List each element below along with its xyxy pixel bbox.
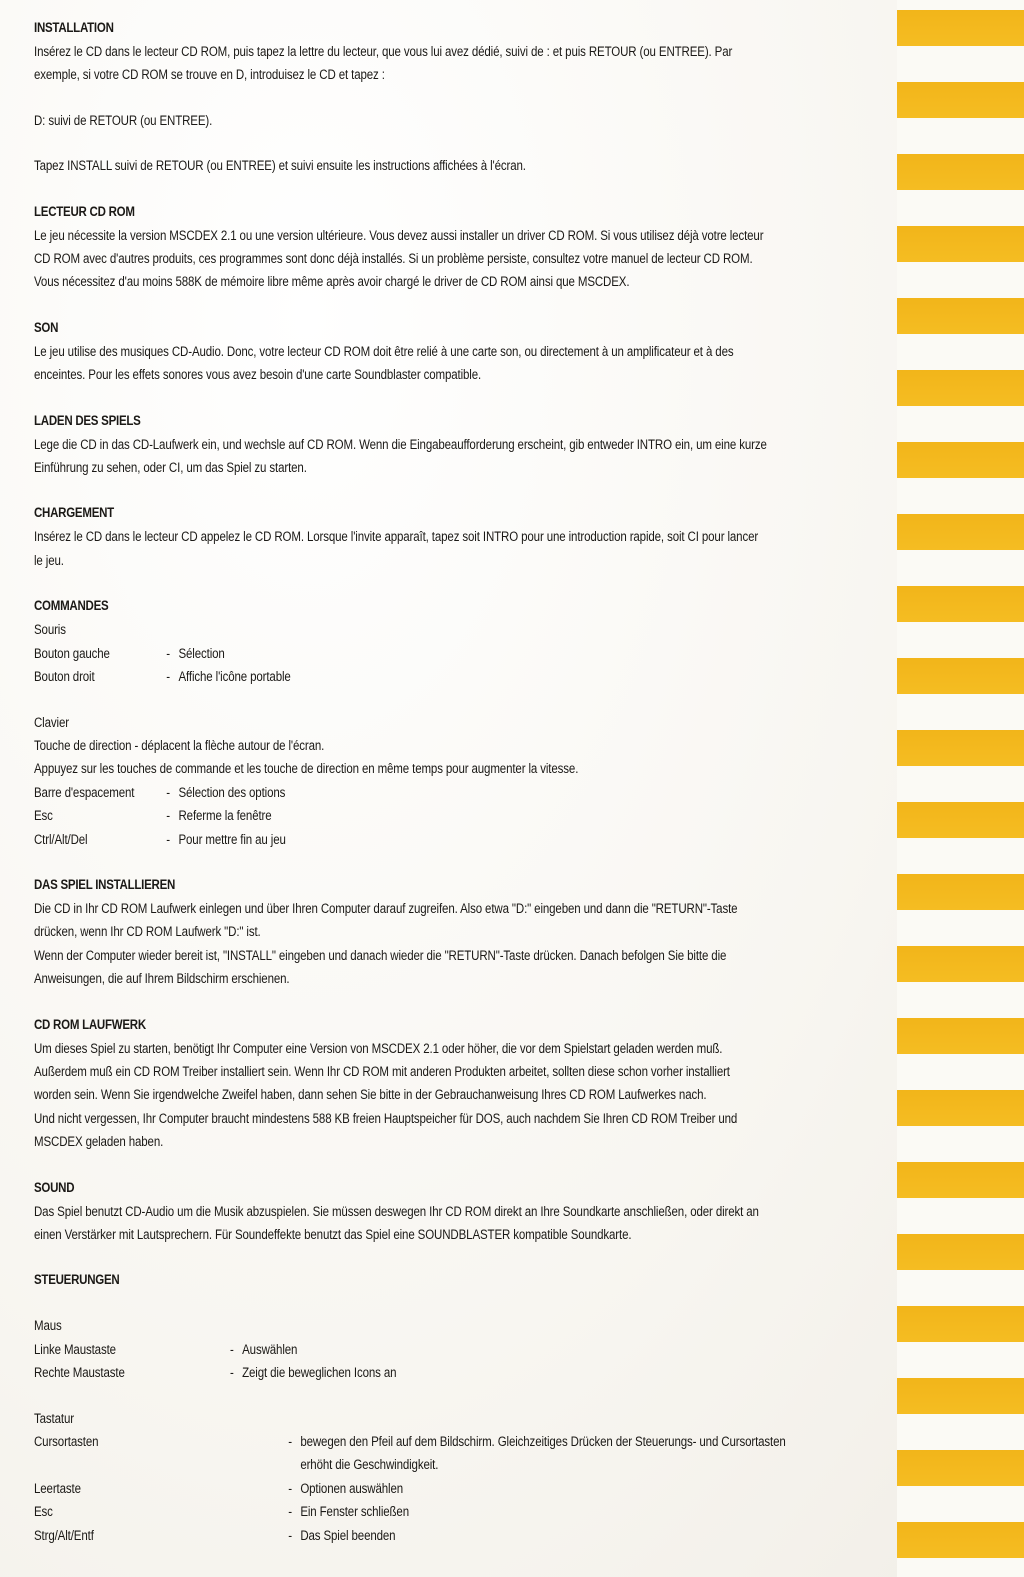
section-steuerungen — [34, 1268, 892, 1547]
paragraph: Die CD in Ihr CD ROM Laufwerk einlegen und über Ihren Computer darauf zugreifen. Also etwa "D:" eingeben und dann die "RETURN"-Taste — [34, 900, 738, 916]
control-row: Rechte Maustaste - Zeigt die beweglichen Icons an — [34, 1365, 397, 1381]
section-laden — [34, 409, 892, 480]
heading-steuerungen: STEUERUNGEN — [34, 1272, 120, 1288]
section-installation — [34, 16, 892, 178]
paragraph: Vous nécessitez d'au moins 588K de mémoire libre même après avoir chargé le driver de CD ROM ainsi que MSCDEX. — [34, 274, 630, 290]
control-row: Esc - Referme la fenêtre — [34, 808, 272, 824]
subheading: Clavier — [34, 714, 69, 730]
paragraph: Das Spiel benutzt CD-Audio um die Musik abzuspielen. Sie müssen deswegen Ihr CD ROM direkt an Ihre Soundkarte anschließen, oder direkt an — [34, 1203, 759, 1219]
paragraph: worden sein. Wenn Sie irgendwelche Zweifel haben, dann sehen Sie bitte in der Gebrauchanweisung Ihres CD ROM Laufwerkes nach. — [34, 1087, 707, 1103]
heading-lecteur: LECTEUR CD ROM — [34, 203, 135, 219]
paragraph: enceintes. Pour les effets sonores vous avez besoin d'une carte Soundblaster compatible. — [34, 367, 482, 383]
section-lecteur — [34, 200, 892, 294]
paragraph: Wenn der Computer wieder bereit ist, "INSTALL" eingeben und danach wieder die "RETURN"-Taste drücken. Danach befolgen Sie bitte die — [34, 947, 727, 963]
control-row: Bouton droit - Affiche l'icône portable — [34, 669, 291, 685]
control-row: Barre d'espacement - Sélection des options — [34, 784, 286, 800]
control-row: Strg/Alt/Entf - Das Spiel beenden — [34, 1527, 396, 1543]
section-sound — [34, 1176, 892, 1247]
heading-installation: INSTALLATION — [34, 20, 114, 35]
control-row: Bouton gauche - Sélection — [34, 645, 225, 661]
paragraph: Um dieses Spiel zu starten, benötigt Ihr Computer eine Version von MSCDEX 2.1 oder höher, die vor dem Spielstart geladen werden muß. — [34, 1040, 723, 1056]
paragraph: Lege die CD in das CD-Laufwerk ein, und wechsle auf CD ROM. Wenn die Eingabeaufforderung erscheint, gib entweder INTRO ein, um eine kurze — [34, 436, 767, 452]
paragraph: drücken, wenn Ihr CD ROM Laufwerk "D:" ist. — [34, 924, 261, 940]
paragraph: Touche de direction - déplacent la flèche autour de l'écran. — [34, 737, 325, 753]
heading-son: SON — [34, 319, 59, 335]
paragraph: Appuyez sur les touches de commande et les touche de direction en même temps pour augmenter la vitesse. — [34, 761, 579, 777]
heading-sound: SOUND — [34, 1179, 75, 1195]
paragraph: Einführung zu sehen, oder CI, um das Spiel zu starten. — [34, 460, 307, 476]
control-row: Leertaste - Optionen auswählen — [34, 1480, 404, 1496]
paragraph: Le jeu nécessite la version MSCDEX 2.1 ou une version ultérieure. Vous devez aussi installer un driver CD ROM. Si vous utilisez déjà votre lecteur — [34, 227, 764, 243]
paragraph: Und nicht vergessen, Ihr Computer braucht mindestens 588 KB freien Hauptspeicher für DOS, auch nachdem Sie Ihren CD ROM Treiber und — [34, 1110, 738, 1126]
control-row: Cursortasten - bewegen den Pfeil auf dem Bildschirm. Gleichzeitiges Drücken der Steuerungs- und Cursortasten — [34, 1434, 786, 1450]
heading-chargement: CHARGEMENT — [34, 505, 114, 521]
paragraph: D: suivi de RETOUR (ou ENTREE). — [34, 112, 213, 128]
subheading: Tastatur — [34, 1410, 74, 1426]
paragraph: CD ROM avec d'autres produits, ces programmes sont donc déjà installés. Si un problème persiste, consultez votre manuel de lecteur CD ROM. — [34, 251, 753, 267]
heading-commandes: COMMANDES — [34, 598, 109, 614]
subheading: Souris — [34, 622, 66, 638]
paragraph: Tapez INSTALL suivi de RETOUR (ou ENTREE) et suivi ensuite les instructions affichées à l'écran. — [34, 158, 526, 174]
control-row: erhöht die Geschwindigkeit. — [300, 1457, 439, 1473]
heading-laden: LADEN DES SPIELS — [34, 412, 141, 428]
section-commandes — [34, 594, 892, 851]
heading-installieren: DAS SPIEL INSTALLIEREN — [34, 876, 176, 892]
paragraph: Le jeu utilise des musiques CD-Audio. Donc, votre lecteur CD ROM doit être relié à une carte son, ou directement à un amplificateur et à des — [34, 343, 734, 359]
heading-laufwerk: CD ROM LAUFWERK — [34, 1016, 146, 1032]
control-row: Ctrl/Alt/Del - Pour mettre fin au jeu — [34, 831, 286, 847]
paragraph: einen Verstärker mit Lautsprechern. Für Soundeffekte benutzt das Spiel eine SOUNDBLASTER kompatible Soundkarte. — [34, 1227, 632, 1242]
paragraph: Insérez le CD dans le lecteur CD ROM, puis tapez la lettre du lecteur, que vous lui avez dédié, suivi de : et puis RETOUR (ou ENTREE). Par — [34, 44, 733, 59]
manual-text — [34, 16, 892, 1569]
section-chargement — [34, 501, 892, 572]
section-son — [34, 316, 892, 387]
control-row: Esc - Ein Fenster schließen — [34, 1504, 409, 1520]
paragraph: Insérez le CD dans le lecteur CD appelez le CD ROM. Lorsque l'invite apparaît, tapez soit INTRO pour une introduction rapide, soit CI pour lancer — [34, 529, 759, 545]
paragraph: Außerdem muß ein CD ROM Treiber installiert sein. Wenn Ihr CD ROM mit anderen Produkten arbeitet, sollten diese schon vorher installiert — [34, 1063, 730, 1079]
section-installieren — [34, 873, 892, 991]
paragraph: le jeu. — [34, 552, 64, 568]
yellow-stripe-border — [897, 0, 1024, 1577]
control-row: Linke Maustaste - Auswählen — [34, 1341, 298, 1357]
paragraph: exemple, si votre CD ROM se trouve en D, introduisez le CD et tapez : — [34, 67, 385, 83]
subheading: Maus — [34, 1318, 62, 1334]
paragraph: MSCDEX geladen haben. — [34, 1134, 164, 1150]
section-laufwerk — [34, 1013, 892, 1154]
paragraph: Anweisungen, die auf Ihrem Bildschirm erschienen. — [34, 971, 290, 987]
